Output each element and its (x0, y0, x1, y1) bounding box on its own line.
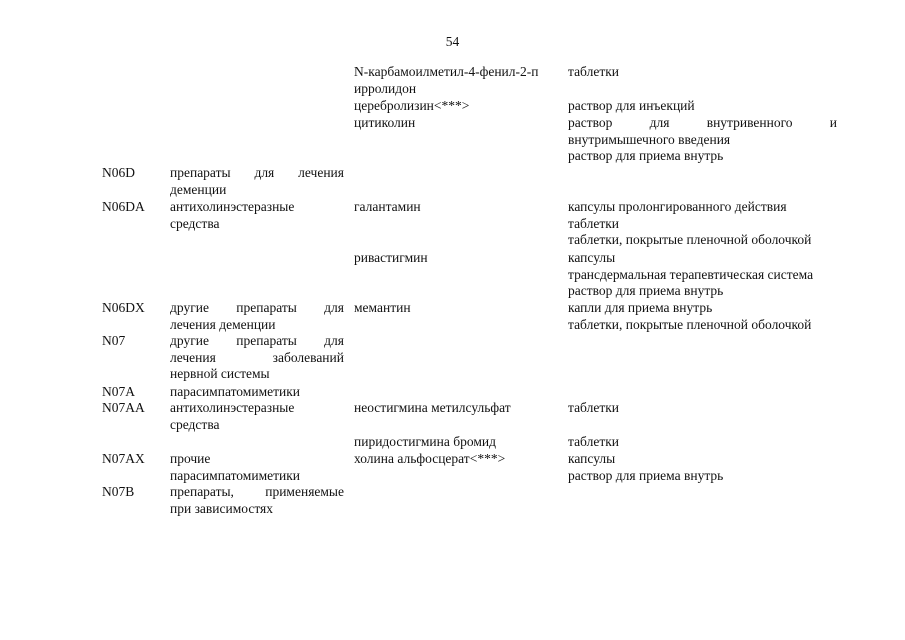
drug-name (354, 98, 559, 115)
atc-group-name-line: другие препараты для (170, 333, 344, 348)
dosage-form (568, 300, 837, 333)
atc-code (102, 333, 166, 350)
atc-group-name-line: нервной системы (170, 366, 270, 382)
dosage-form-line: раствор для приема внутрь (568, 148, 724, 164)
dosage-form-line: таблетки (568, 434, 620, 449)
atc-group-name (170, 199, 344, 232)
atc-group-name-line: антихолинэстеразные (170, 199, 295, 214)
drug-name-line: пиридостигмина бромид (354, 434, 496, 449)
dosage-form-line: раствор для приема внутрь (568, 283, 724, 299)
drug-name-line: цитиколин (354, 115, 416, 130)
dosage-form-line: таблетки (568, 215, 620, 231)
dosage-form-line: раствор для внутривенного и (568, 115, 837, 130)
page-number: 54 (445, 34, 460, 49)
drug-name (354, 300, 559, 317)
atc-group-name-line: деменции (170, 181, 227, 197)
dosage-form (568, 400, 837, 417)
dosage-form (568, 64, 837, 81)
drug-name (354, 451, 559, 468)
dosage-form-line: трансдермальная терапевтическая система (568, 266, 814, 282)
drug-name (354, 115, 559, 132)
drug-name (354, 199, 559, 216)
dosage-form (568, 199, 837, 249)
atc-group-name-line: препараты для лечения (170, 165, 344, 180)
atc-code (102, 199, 166, 216)
drug-name (354, 250, 559, 267)
atc-group-name (170, 484, 344, 517)
atc-code (102, 484, 166, 501)
atc-group-name (170, 165, 344, 198)
atc-group-name-line: средства (170, 215, 220, 231)
atc-code (102, 384, 166, 401)
drug-name-line: ривастигмин (354, 250, 428, 265)
atc-group-name (170, 384, 344, 401)
atc-code-line: N07B (102, 484, 135, 499)
dosage-form-line: раствор для приема внутрь (568, 467, 724, 483)
atc-code (102, 451, 166, 468)
dosage-form-line: таблетки, покрытые пленочной оболочкой (568, 232, 812, 248)
dosage-form-line: раствор для инъекций (568, 98, 695, 113)
dosage-form (568, 451, 837, 484)
dosage-form-line: таблетки (568, 400, 620, 415)
atc-code-line: N07A (102, 384, 135, 399)
dosage-form (568, 98, 837, 115)
atc-group-name-line: парасимпатомиметики (170, 467, 301, 483)
dosage-form-line: таблетки, покрытые пленочной оболочкой (568, 316, 812, 332)
atc-code-line: N07AA (102, 400, 145, 415)
drug-name-line: неостигмина метилсульфат (354, 400, 511, 415)
atc-code-line: N07AX (102, 451, 145, 466)
drug-name-line: ирролидон (354, 80, 417, 96)
atc-code-line: N06D (102, 165, 135, 180)
drug-name-line: холина альфосцерат<***> (354, 451, 506, 466)
dosage-form-line: капсулы (568, 451, 616, 466)
atc-code (102, 400, 166, 417)
drug-name-line: церебролизин<***> (354, 98, 470, 113)
atc-group-name-line: другие препараты для (170, 300, 344, 315)
dosage-form (568, 115, 837, 165)
atc-group-name-line: средства (170, 416, 220, 432)
drug-name (354, 400, 559, 417)
atc-group-name (170, 451, 344, 484)
atc-group-name-line: парасимпатомиметики (170, 384, 301, 399)
drug-name-line: мемантин (354, 300, 411, 315)
atc-code-line: N06DA (102, 199, 145, 214)
dosage-form-line: таблетки (568, 64, 620, 79)
atc-group-name (170, 400, 344, 433)
atc-group-name (170, 300, 344, 333)
drug-name-line: N-карбамоилметил-4-фенил-2-п (354, 64, 539, 79)
drug-name (354, 64, 559, 97)
atc-group-name-line: лечения заболеваний (170, 349, 344, 365)
drug-name (354, 434, 559, 451)
dosage-form (568, 250, 837, 300)
dosage-form-line: капли для приема внутрь (568, 300, 713, 315)
atc-group-name-line: антихолинэстеразные (170, 400, 295, 415)
atc-group-name-line: препараты, применяемые (170, 484, 344, 499)
atc-code (102, 165, 166, 182)
atc-code-line: N06DX (102, 300, 145, 315)
dosage-form-line: капсулы пролонгированного действия (568, 199, 787, 214)
atc-code (102, 300, 166, 317)
atc-code-line: N07 (102, 333, 126, 348)
atc-group-name-line: прочие (170, 451, 211, 466)
atc-group-name-line: лечения деменции (170, 316, 276, 332)
dosage-form (568, 434, 837, 451)
dosage-form-line: капсулы (568, 250, 616, 265)
dosage-form-line: внутримышечного введения (568, 131, 731, 147)
drug-name-line: галантамин (354, 199, 421, 214)
atc-group-name (170, 333, 344, 383)
atc-group-name-line: при зависимостях (170, 500, 274, 516)
